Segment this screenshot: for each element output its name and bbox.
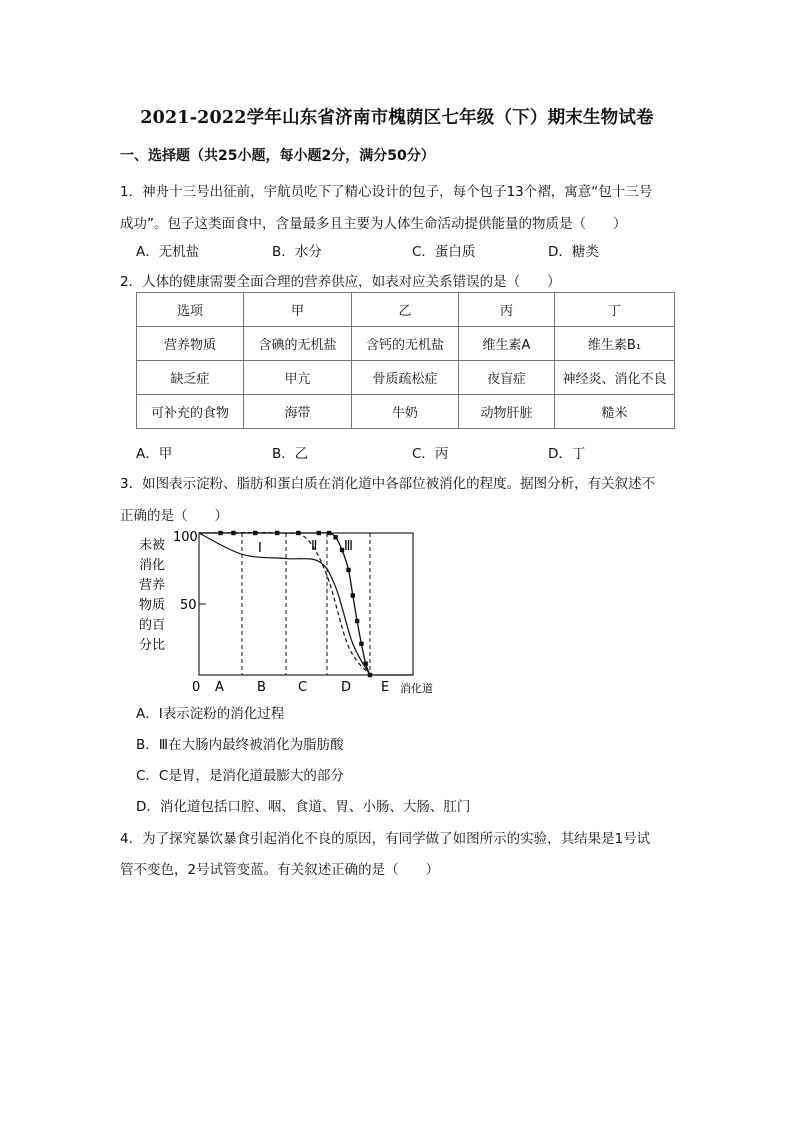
x-segment-label: B [257,680,266,695]
series-III-marker [333,535,337,539]
q2-line1: 2．人体的健康需要全面合理的营养供应，如表对应关系错误的是（ ） [120,274,561,290]
y-label-line: 分比 [139,638,166,653]
q3-option-a[interactable]: A．Ⅰ表示淀粉的消化过程 [136,706,285,722]
chart-series [199,531,413,677]
x-segment-label: C [298,680,308,695]
q1-option-b[interactable]: B．水分 [272,244,322,260]
q3-line1: 3．如图表示淀粉、脂肪和蛋白质在消化道中各部位被消化的程度。据图分析，有关叙述不 [120,476,656,492]
digestion-chart [130,522,450,698]
series-III-marker [317,531,321,535]
series-III-marker [327,531,331,535]
table-cell: 甲 [244,293,352,327]
table-cell: 丙 [459,293,555,327]
plot-frame [199,533,413,675]
table-cell: 牛奶 [352,395,459,429]
q1-line1: 1．神舟十三号出征前，宇航员吃下了精心设计的包子，每个包子13个褶，寓意“包十三号 [120,184,653,200]
x-segment-labels [215,680,389,695]
table-cell: 缺乏症 [137,361,244,395]
table-cell: 神经炎、消化不良 [555,361,675,395]
table-cell: 可补充的食物 [137,395,244,429]
x-segment-label: D [341,680,352,695]
table-cell: 丁 [555,293,675,327]
section-heading: 一、选择题（共25小题，每小题2分，满分50分） [120,148,435,164]
origin-label: 0 [192,680,201,695]
table-cell: 营养物质 [137,327,244,361]
y-axis-label [139,537,165,653]
series-III-marker [355,619,359,623]
table-cell: 选项 [137,293,244,327]
y-label-line: 消化 [139,558,166,573]
y-tick-50: 50 [180,598,197,613]
table-cell: 糙米 [555,395,675,429]
q1-option-c[interactable]: C．蛋白质 [412,244,476,260]
q2-option-b[interactable]: B．乙 [272,446,309,462]
y-label-line: 营养 [139,578,166,593]
table-row [137,395,675,429]
table-cell: 骨质疏松症 [352,361,459,395]
q2-option-d[interactable]: D．丁 [548,446,586,462]
x-segment-label: E [381,680,390,695]
q4-line2: 管不变色，2号试管变蓝。有关叙述正确的是（ ） [120,862,440,878]
x-axis-label: 消化道 [400,682,433,695]
q3-option-d[interactable]: D．消化道包括口腔、咽、食道、胃、小肠、大肠、肛门 [136,799,471,815]
q3-option-b[interactable]: B．Ⅲ在大肠内最终被消化为脂肪酸 [136,737,344,753]
series-III-marker [351,593,355,597]
x-segment-label: A [215,680,224,695]
series-III-marker [364,661,368,665]
series-III-marker [253,531,257,535]
y-label-line: 未被 [139,538,166,553]
y-label-line: 物质 [139,598,166,613]
curve-label-I: Ⅰ [258,541,262,556]
q4-line1: 4．为了探究暴饮暴食引起消化不良的原因，有同学做了如图所示的实验，其结果是1号试 [120,831,651,847]
q2-option-a[interactable]: A．甲 [136,446,173,462]
table-cell: 含钙的无机盐 [352,327,459,361]
q3-line2: 正确的是（ ） [120,508,228,524]
table-row [137,361,675,395]
series-III-marker [218,531,222,535]
table-cell: 乙 [352,293,459,327]
curve-label-II: Ⅱ [311,539,318,554]
table-row [137,293,675,327]
series-III-marker [359,642,363,646]
curve-label-III: Ⅲ [344,539,353,554]
q1-line2: 成功”。包子这类面食中，含量最多且主要为人体生命活动提供能量的物质是（ ） [120,216,627,232]
table-cell: 含碘的无机盐 [244,327,352,361]
page-title: 2021-2022学年山东省济南市槐荫区七年级（下）期末生物试卷 [140,108,654,128]
nutrition-table [136,292,675,429]
q3-option-c[interactable]: C．C是胃，是消化道最膨大的部分 [136,768,344,784]
series-III-marker [275,531,279,535]
series-III-marker [296,531,300,535]
series-line-III [199,533,370,675]
series-III-marker [346,568,350,572]
y-label-line: 的百 [139,618,166,633]
table-cell: 维生素B₁ [555,327,675,361]
table-row [137,327,675,361]
table-cell: 夜盲症 [459,361,555,395]
q2-option-c[interactable]: C．丙 [412,446,449,462]
q1-option-d[interactable]: D．糖类 [548,244,599,260]
table-cell: 动物肝脏 [459,395,555,429]
table-cell: 海带 [244,395,352,429]
y-tick-100: 100 [173,530,198,545]
table-cell: 甲亢 [244,361,352,395]
series-III-marker [231,531,235,535]
q1-option-a[interactable]: A．无机盐 [136,244,200,260]
table-cell: 维生素A [459,327,555,361]
